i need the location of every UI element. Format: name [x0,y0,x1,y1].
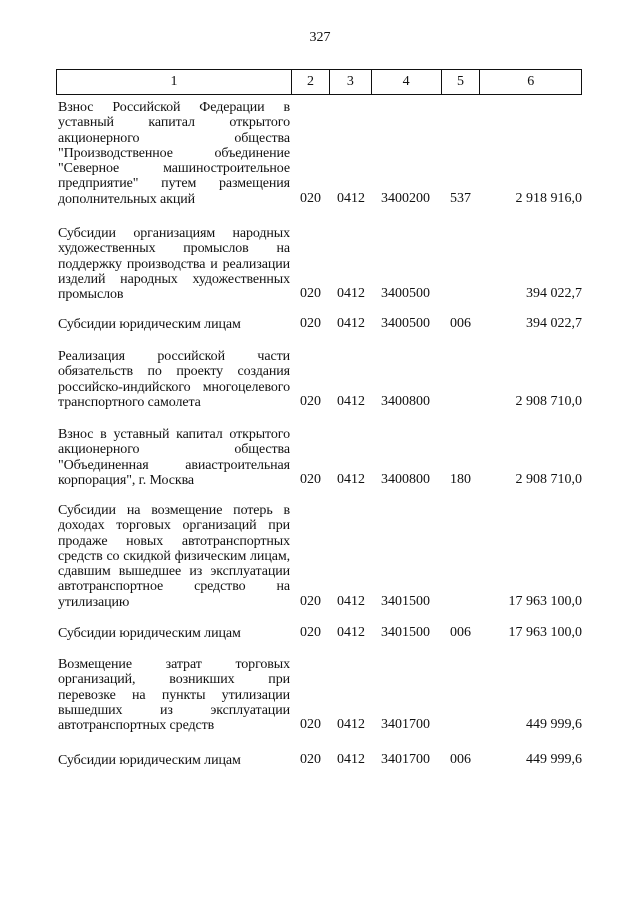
table-row [58,100,582,207]
cell-rz: 020 [300,594,321,610]
cell-pr: 0412 [337,717,365,733]
table-row [58,753,582,768]
cell-cs: 3400800 [381,394,430,410]
row-values [58,472,582,488]
cell-cs: 3400500 [381,316,430,332]
cell-cs: 3401500 [381,625,430,641]
cell-vr: 006 [450,752,471,768]
cell-vr: 006 [450,625,471,641]
header-col-2: 2 [291,70,329,94]
row-description: Субсидии юридическим лицам [58,317,241,332]
table-row [58,657,582,733]
cell-pr: 0412 [337,472,365,488]
cell-cs: 3401700 [381,752,430,768]
row-values [58,594,582,610]
cell-rz: 020 [300,394,321,410]
cell-rz: 020 [300,316,321,332]
table-row [58,626,582,641]
cell-amount: 17 963 100,0 [508,594,582,610]
cell-amount: 2 918 916,0 [515,191,582,207]
cell-rz: 020 [300,191,321,207]
header-col-6: 6 [479,70,581,94]
table-row [58,317,582,332]
header-col-1: 1 [170,74,178,89]
cell-pr: 0412 [337,594,365,610]
row-values [58,394,582,410]
cell-amount: 17 963 100,0 [508,625,582,641]
cell-vr: 006 [450,316,471,332]
cell-pr: 0412 [337,752,365,768]
row-description: Возмещение затрат торговых организаций, возникших при перевозке на пункты утилизации вышедших из эксплуатации автотранспортных средств [58,657,290,734]
table-header [56,69,582,95]
cell-rz: 020 [300,717,321,733]
table-row [58,349,582,410]
cell-amount: 449 999,6 [526,752,582,768]
cell-rz: 020 [300,286,321,302]
row-values [58,752,582,768]
cell-rz: 020 [300,472,321,488]
cell-cs: 3401700 [381,717,430,733]
cell-amount: 2 908 710,0 [515,394,582,410]
header-col-5: 5 [441,70,480,94]
row-values [58,717,582,733]
row-description: Реализация российской части обязательств по проекту создания российско-индийского многоцелевого транспортного самолета [58,349,290,410]
cell-vr: 537 [450,191,471,207]
cell-amount: 394 022,7 [526,286,582,302]
row-values [58,286,582,302]
row-description: Субсидии организациям народных художественных промыслов на поддержку производства и реализации изделий народных художественных промыслов [58,226,290,303]
cell-pr: 0412 [337,286,365,302]
cell-amount: 449 999,6 [526,717,582,733]
row-description: Субсидии юридическим лицам [58,753,241,768]
cell-vr: 180 [450,472,471,488]
cell-cs: 3400800 [381,472,430,488]
row-description: Субсидии юридическим лицам [58,626,241,641]
row-values [58,316,582,332]
header-col-4: 4 [371,70,441,94]
cell-pr: 0412 [337,394,365,410]
cell-rz: 020 [300,625,321,641]
cell-pr: 0412 [337,316,365,332]
cell-cs: 3401500 [381,594,430,610]
cell-cs: 3400500 [381,286,430,302]
table-row [58,226,582,302]
row-values [58,625,582,641]
row-values [58,191,582,207]
table-row [58,427,582,488]
row-description: Взнос в уставный капитал открытого акционерного общества "Объединенная авиастроительная корпорация", г. Москва [58,427,290,488]
page-number: 327 [309,30,331,45]
cell-amount: 394 022,7 [526,316,582,332]
table-row [58,503,582,610]
cell-pr: 0412 [337,625,365,641]
header-col-3: 3 [329,70,371,94]
cell-rz: 020 [300,752,321,768]
row-description: Взнос Российской Федерации в уставный капитал открытого акционерного общества "Производственное объединение "Северное машиностроительное предприятие" путем размещения дополнительных акций [58,100,290,207]
cell-cs: 3400200 [381,191,430,207]
cell-amount: 2 908 710,0 [515,472,582,488]
row-description: Субсидии на возмещение потерь в доходах торговых организаций при продаже новых автотранспортных средств со скидкой физическим лицам, сдавшим вышедшее из эксплуатации автотранспортное средство на утилизацию [58,503,290,610]
cell-pr: 0412 [337,191,365,207]
